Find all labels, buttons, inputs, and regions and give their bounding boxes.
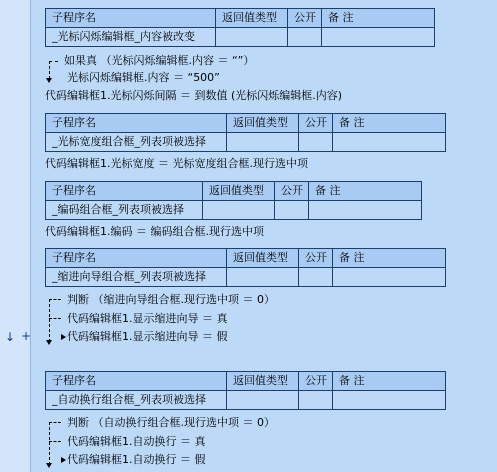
- execution-arrow-icon[interactable]: ↓: [5, 330, 16, 344]
- flow-arrow-icon: [46, 340, 52, 345]
- subroutine-table-2: [45, 113, 446, 152]
- header-subroutine-name: 子程序名: [46, 372, 227, 391]
- code-line[interactable]: 光标闪烁编辑框.内容 ＝ “500”: [67, 71, 220, 84]
- remark-cell[interactable]: [322, 28, 435, 47]
- subroutine-name-cell[interactable]: _光标宽度组合框_列表项被选择: [46, 133, 227, 152]
- remark-cell[interactable]: [333, 268, 446, 287]
- public-cell[interactable]: [288, 28, 322, 47]
- return-type-cell[interactable]: [227, 268, 299, 287]
- header-public: 公开: [299, 114, 333, 133]
- subroutine-table-4: [45, 248, 446, 287]
- gutter-divider: [30, 0, 31, 472]
- header-public: 公开: [299, 372, 333, 391]
- subroutine-name-cell[interactable]: _光标闪烁编辑框_内容被改变: [46, 28, 216, 47]
- header-return-type: 返回值类型: [203, 182, 275, 201]
- code-line[interactable]: 判断 （缩进向导组合框.现行选中项 ＝ 0）: [67, 293, 275, 306]
- left-gutter: [0, 0, 31, 472]
- public-cell[interactable]: [275, 201, 309, 220]
- return-type-cell[interactable]: [227, 133, 299, 152]
- header-remark: 备 注: [333, 372, 446, 391]
- subroutine-table-5: [45, 371, 446, 410]
- header-public: 公开: [299, 249, 333, 268]
- flow-arrow-icon: [46, 78, 52, 83]
- public-cell[interactable]: [299, 133, 333, 152]
- return-type-cell[interactable]: [227, 391, 299, 410]
- public-cell[interactable]: [299, 391, 333, 410]
- public-cell[interactable]: [299, 268, 333, 287]
- code-line[interactable]: 如果真 （光标闪烁编辑框.内容 ＝ “”）: [64, 54, 255, 67]
- header-subroutine-name: 子程序名: [46, 249, 227, 268]
- code-line[interactable]: 代码编辑框1.光标宽度 ＝ 光标宽度组合框.现行选中项: [45, 157, 308, 170]
- subroutine-name-cell[interactable]: _编码组合框_列表项被选择: [46, 201, 203, 220]
- code-line[interactable]: 代码编辑框1.自动换行 ＝ 真: [67, 435, 206, 448]
- subroutine-table-3: [45, 181, 422, 220]
- code-line[interactable]: 判断 （自动换行组合框.现行选中项 ＝ 0）: [67, 416, 275, 429]
- header-return-type: 返回值类型: [227, 114, 299, 133]
- header-remark: 备 注: [333, 114, 446, 133]
- return-type-cell[interactable]: [216, 28, 288, 47]
- subroutine-name-cell[interactable]: _缩进向导组合框_列表项被选择: [46, 268, 227, 287]
- breakpoint-plus-icon[interactable]: +: [21, 329, 32, 343]
- code-line[interactable]: 代码编辑框1.显示缩进向导 ＝ 假: [67, 330, 228, 343]
- subroutine-name-cell[interactable]: _自动换行组合框_列表项被选择: [46, 391, 227, 410]
- header-return-type: 返回值类型: [216, 9, 288, 28]
- remark-cell[interactable]: [333, 391, 446, 410]
- header-subroutine-name: 子程序名: [46, 182, 203, 201]
- header-remark: 备 注: [333, 249, 446, 268]
- remark-cell[interactable]: [333, 133, 446, 152]
- return-type-cell[interactable]: [203, 201, 275, 220]
- code-line[interactable]: 代码编辑框1.光标闪烁间隔 ＝ 到数值 (光标闪烁编辑框.内容): [45, 89, 343, 102]
- header-subroutine-name: 子程序名: [46, 114, 227, 133]
- header-subroutine-name: 子程序名: [46, 9, 216, 28]
- remark-cell[interactable]: [309, 201, 422, 220]
- header-public: 公开: [288, 9, 322, 28]
- code-line[interactable]: 代码编辑框1.编码 ＝ 编码组合框.现行选中项: [45, 225, 264, 238]
- code-line[interactable]: 代码编辑框1.显示缩进向导 ＝ 真: [67, 312, 228, 325]
- flow-arrow-icon: [61, 457, 66, 463]
- code-line[interactable]: 代码编辑框1.自动换行 ＝ 假: [67, 453, 206, 466]
- subroutine-table-1: [45, 8, 435, 47]
- flow-arrow-icon: [46, 463, 52, 468]
- header-return-type: 返回值类型: [227, 372, 299, 391]
- header-public: 公开: [275, 182, 309, 201]
- header-remark: 备 注: [322, 9, 435, 28]
- flow-arrow-icon: [61, 334, 66, 340]
- header-return-type: 返回值类型: [227, 249, 299, 268]
- header-remark: 备 注: [309, 182, 422, 201]
